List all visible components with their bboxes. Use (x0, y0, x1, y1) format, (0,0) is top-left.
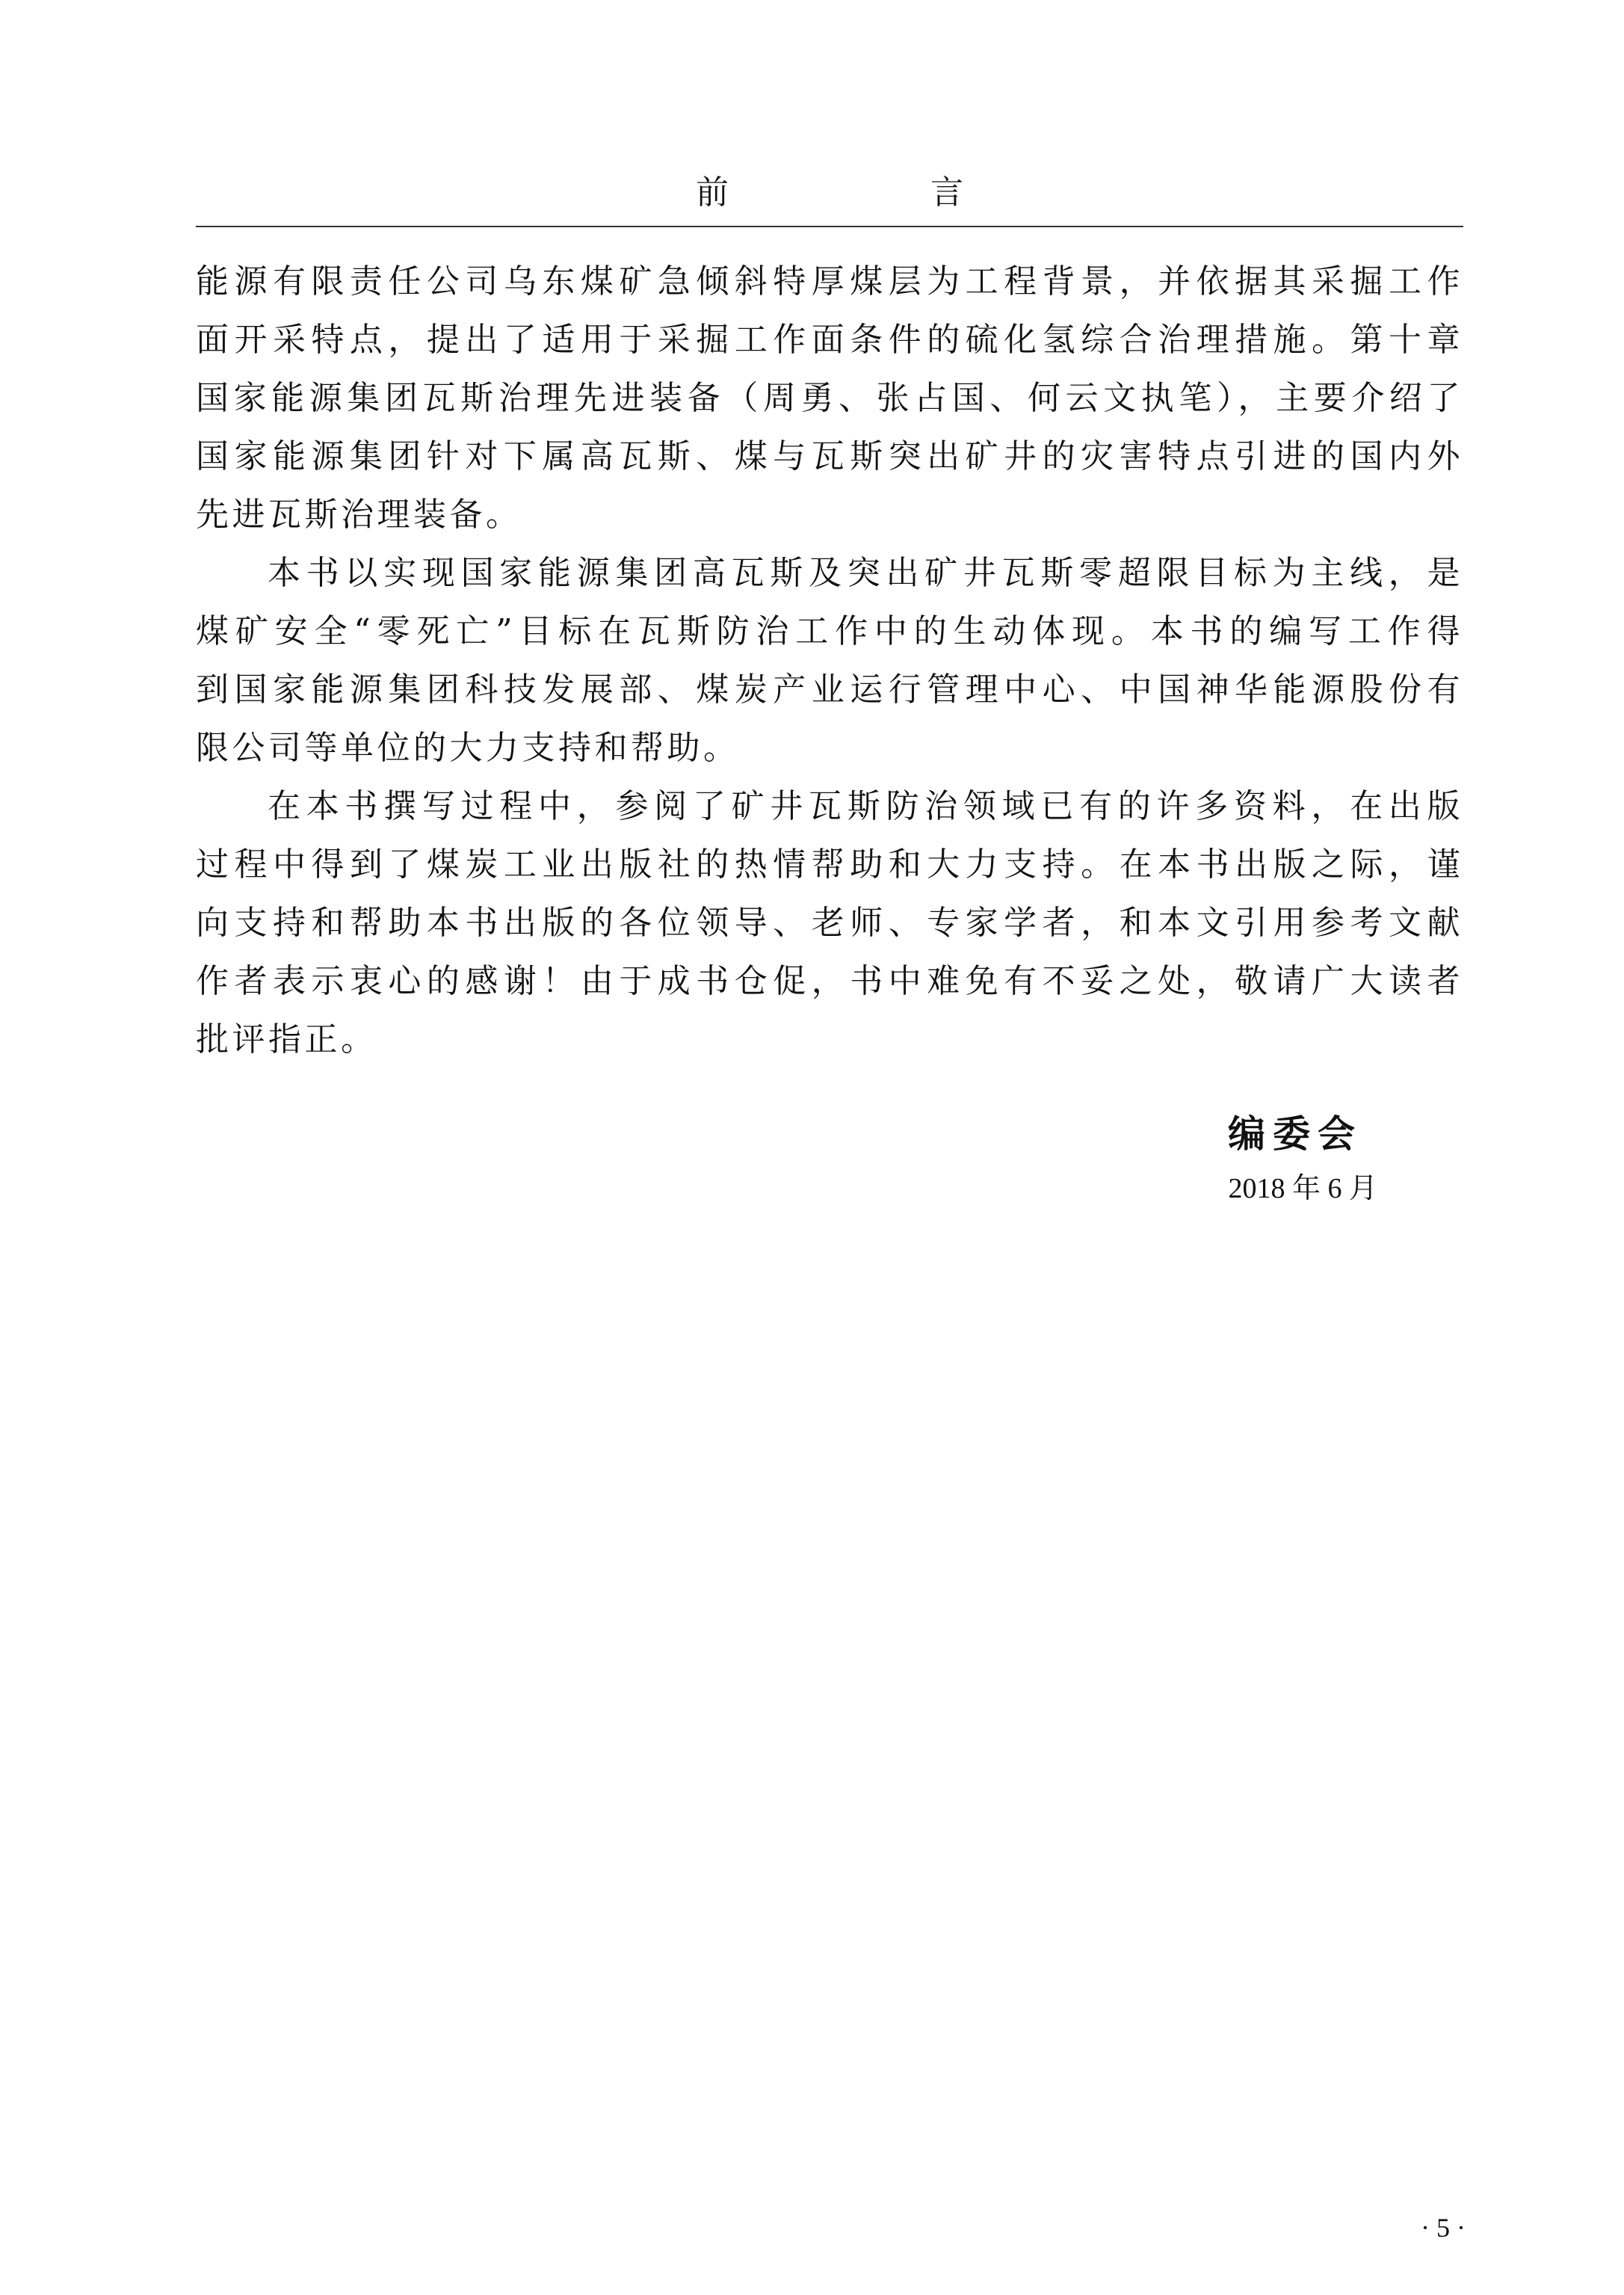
text-line: 煤矿安全“零死亡”目标在瓦斯防治工作中的生动体现。本书的编写工作得 (196, 612, 1463, 650)
text-line: 过程中得到了煤炭工业出版社的热情帮助和大力支持。在本书出版之际，谨 (196, 845, 1463, 884)
paragraph-2 (196, 544, 1463, 777)
text-line: 能源有限责任公司乌东煤矿急倾斜特厚煤层为工程背景，并依据其采掘工作 (196, 262, 1463, 301)
header-rule (196, 226, 1463, 227)
text-line: 本书以实现国家能源集团高瓦斯及突出矿井瓦斯零超限目标为主线，是 (268, 554, 1463, 592)
paragraph-1 (196, 253, 1463, 544)
body-text (196, 253, 1463, 1069)
text-line: 限公司等单位的大力支持和帮助。 (196, 729, 740, 767)
running-head-title: 前 言 (696, 173, 1059, 212)
text-line: 作者表示衷心的感谢！由于成书仓促，书中难免有不妥之处，敬请广大读者 (196, 962, 1463, 1000)
signature-date: 2018 年 6 月 (1228, 1173, 1377, 1204)
text-line: 向支持和帮助本书出版的各位领导、老师、专家学者，和本文引用参考文献 (196, 904, 1463, 942)
page-number: · 5 · (1421, 2213, 1466, 2243)
paragraph-3 (196, 777, 1463, 1069)
text-line: 到国家能源集团科技发展部、煤炭产业运行管理中心、中国神华能源股份有 (196, 671, 1463, 709)
text-line: 先进瓦斯治理装备。 (196, 496, 522, 534)
signature-editorial-board: 编委会 (1228, 1112, 1362, 1156)
text-line: 国家能源集团瓦斯治理先进装备（周勇、张占国、何云文执笔），主要介绍了 (196, 379, 1463, 417)
text-line: 批评指正。 (196, 1020, 377, 1059)
text-line: 在本书撰写过程中，参阅了矿井瓦斯防治领域已有的许多资料，在出版 (268, 787, 1463, 825)
text-line: 国家能源集团针对下属高瓦斯、煤与瓦斯突出矿井的灾害特点引进的国内外 (196, 437, 1463, 475)
text-line: 面开采特点，提出了适用于采掘工作面条件的硫化氢综合治理措施。第十章 (196, 321, 1463, 359)
